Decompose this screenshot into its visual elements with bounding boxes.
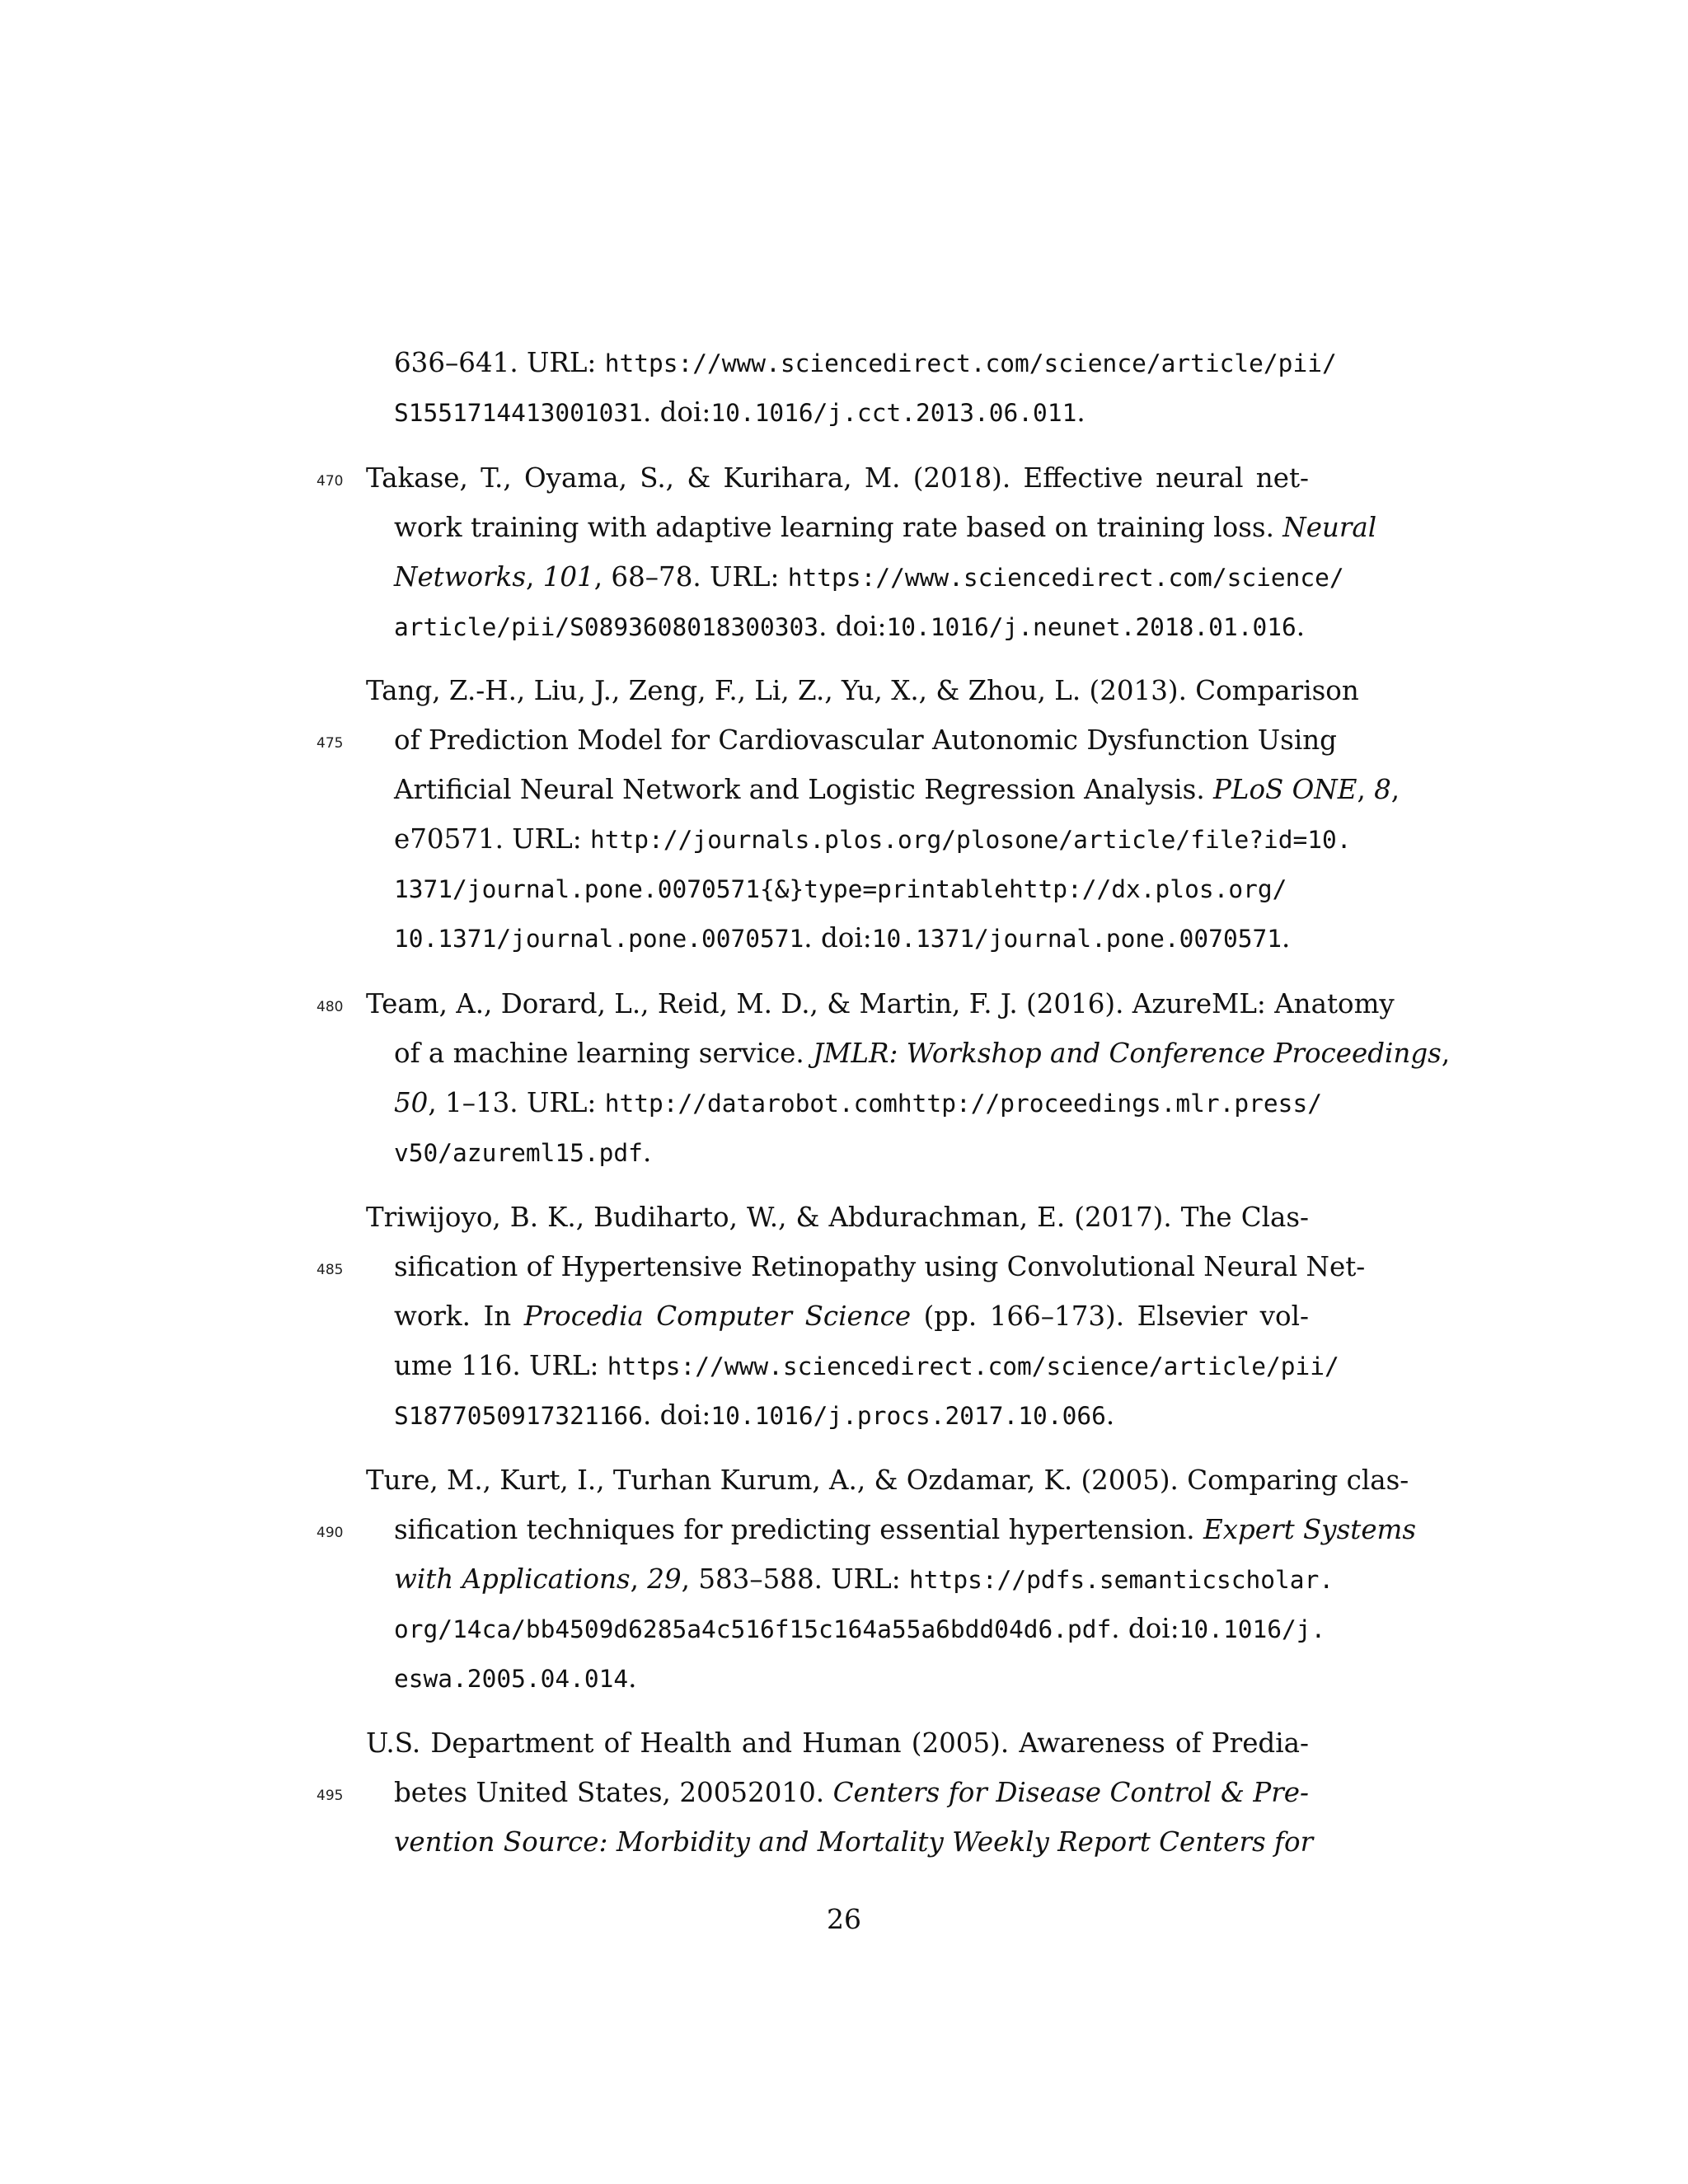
reference-text: . doi: [642,1399,711,1431]
reference-text: of Prediction Model for Cardiovascular Autonomic Dysfunction Using [394,724,1337,756]
reference-line [366,1201,1309,1234]
reference-line [366,1727,1309,1760]
reference-text: , 583–588. URL: [681,1563,910,1595]
reference-line [394,1349,1339,1383]
reference-url: S1877050917321166 [394,1402,643,1430]
reference-line [394,1825,1314,1858]
reference-italic: JMLR: Workshop and Conference Proceedings [813,1038,1442,1069]
reference-url: v50/azureml15.pdf [394,1139,643,1167]
reference-url: org/14ca/bb4509d6285a4c516f15c164a55a6bdd04d6.pdf [394,1615,1112,1643]
reference-text: . [1105,1399,1115,1431]
reference-url: 10.1371/journal.pone.0070571 [871,925,1282,953]
line-number: 490 [316,1525,344,1541]
reference-line [394,1300,1309,1333]
reference-text: e70571. URL: [394,823,591,855]
reference-text: of a machine learning service. [394,1038,814,1069]
reference-line [394,1399,1309,1432]
reference-url: article/pii/S0893608018300303 [394,613,819,641]
reference-line [394,823,1352,856]
reference-line [366,462,1309,494]
reference-text: . [1076,396,1085,428]
reference-text: , 1–13. URL: [428,1087,605,1118]
reference-text: Tang, Z.-H., Liu, J., Zeng, F., Li, Z., Yu, X., & Zhou, L. (2013). Comparison [366,675,1359,706]
reference-text: Team, A., Dorard, L., Reid, M. D., & Martin, F. J. (2016). AzureML: Anatomy [366,988,1395,1019]
reference-line [394,1037,1451,1070]
reference-url: http://journals.plos.org/plosone/article/file?id=10. [590,826,1352,854]
reference-text: , [1357,774,1375,805]
reference-url: https://www.sciencedirect.com/science/article/pii/ [604,349,1337,377]
reference-url: 10.1016/j.cct.2013.06.011 [710,399,1077,427]
reference-line [366,987,1395,1020]
reference-url: 10.1016/j.procs.2017.10.066 [710,1402,1106,1430]
reference-line [394,1776,1309,1809]
reference-url: https://www.sciencedirect.com/science/article/pii/ [607,1352,1339,1380]
reference-line [394,872,1309,906]
line-number: 470 [316,473,344,490]
reference-text: . [1281,922,1291,954]
reference-line [394,610,1309,644]
reference-italic: 8 [1374,774,1391,805]
reference-text: . [1296,611,1306,642]
reference-text: Takase, T., Oyama, S., & Kurihara, M. (2018). Effective neural net- [366,462,1309,494]
line-number: 495 [316,1788,344,1804]
reference-text: 636–641. URL: [394,347,605,378]
reference-line [394,1136,1309,1169]
reference-text: , [1390,774,1400,805]
reference-url: 10.1016/j.neunet.2018.01.016 [886,613,1296,641]
reference-line [394,396,1309,429]
reference-italic: Neural [1282,512,1377,543]
reference-line [394,1250,1366,1283]
reference-line [366,674,1359,707]
reference-url: S1551714413001031 [394,399,643,427]
reference-line [394,724,1337,757]
reference-line [394,773,1400,806]
reference-url: https://www.sciencedirect.com/science/ [787,564,1344,592]
reference-italic: Expert Systems [1203,1514,1417,1545]
reference-italic: vention Source: Morbidity and Mortality Weekly Report Centers for [394,1826,1314,1858]
reference-line [394,511,1377,544]
line-number: 480 [316,999,344,1015]
reference-line [394,560,1344,594]
reference-italic: PLoS ONE [1213,774,1357,805]
reference-text: Triwijoyo, B. K., Budiharto, W., & Abdurachman, E. (2017). The Clas- [366,1202,1309,1233]
reference-italic: Centers for Disease Control & Pre- [832,1777,1309,1808]
reference-line [394,1661,1309,1695]
reference-line [394,921,1309,955]
reference-italic: 29 [647,1563,682,1595]
reference-url: eswa.2005.04.014 [394,1665,629,1693]
reference-url: https://pdfs.semanticscholar. [909,1566,1334,1594]
reference-text: Artificial Neural Network and Logistic Regression Analysis. [394,774,1214,805]
reference-url: 10.1016/j. [1179,1615,1326,1643]
reference-text: sification techniques for predicting essential hypertension. [394,1514,1203,1545]
reference-text: . doi: [1111,1613,1179,1644]
reference-text: U.S. Department of Health and Human (2005). Awareness of Predia- [366,1727,1309,1759]
reference-text: . doi: [818,611,887,642]
reference-text: sification of Hypertensive Retinopathy using Convolutional Neural Net- [394,1251,1366,1282]
reference-italic: with Applications [394,1563,631,1595]
reference-text: betes United States, 20052010. [394,1777,833,1808]
reference-italic: Networks [394,561,527,593]
line-number: 475 [316,735,344,752]
reference-italic: 101 [542,561,594,593]
reference-text: work. In [394,1301,524,1332]
reference-text: , [1441,1038,1451,1069]
reference-text: , [526,561,543,593]
reference-line [366,1464,1409,1497]
reference-text: . doi: [804,922,872,954]
reference-line [394,346,1337,380]
reference-text: Ture, M., Kurt, I., Turhan Kurum, A., & Ozdamar, K. (2005). Comparing clas- [366,1465,1409,1496]
reference-line [394,1086,1322,1120]
reference-italic: 50 [394,1087,429,1118]
reference-text: (pp. 166–173). Elsevier vol- [911,1301,1309,1332]
reference-text: . [628,1662,637,1694]
reference-line [394,1612,1326,1646]
line-number: 485 [316,1262,344,1278]
page-number: 26 [827,1903,861,1935]
reference-line [394,1563,1334,1596]
reference-text: . doi: [642,396,711,428]
reference-italic: Procedia Computer Science [523,1301,912,1332]
reference-text: work training with adaptive learning rate based on training loss. [394,512,1283,543]
reference-text: . [642,1137,652,1168]
reference-text: ume 116. URL: [394,1350,607,1381]
reference-text: , 68–78. URL: [593,561,788,593]
reference-url: http://datarobot.comhttp://proceedings.mlr.press/ [604,1090,1322,1118]
reference-url: 10.1371/journal.pone.0070571 [394,925,804,953]
reference-text: , [630,1563,648,1595]
reference-line [394,1513,1417,1546]
reference-url: 1371/journal.pone.0070571{&}type=printablehttp://dx.plos.org/ [394,875,1287,903]
